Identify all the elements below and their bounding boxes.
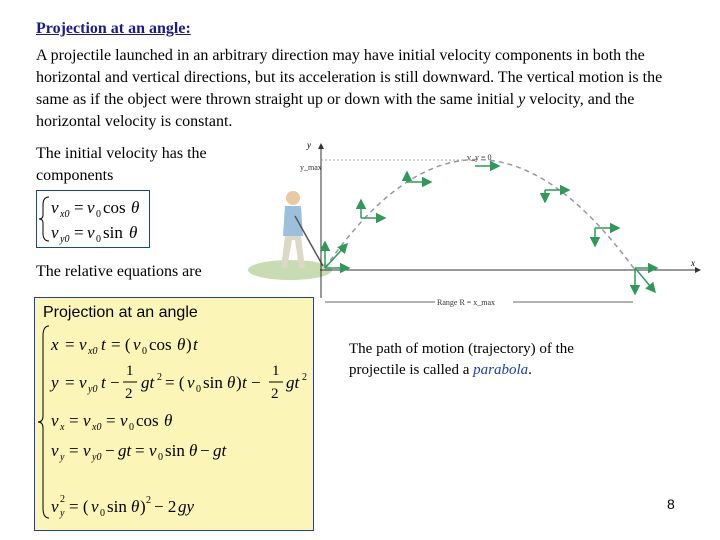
- x-axis-label: x: [691, 258, 695, 268]
- svg-text:t: t: [101, 335, 106, 354]
- svg-text:x0: x0: [60, 209, 70, 220]
- svg-text:θ: θ: [129, 223, 138, 242]
- svg-text:2: 2: [146, 495, 151, 506]
- svg-text:sin: sin: [107, 497, 127, 516]
- svg-text:): ): [236, 373, 242, 392]
- svg-text:y: y: [60, 508, 65, 519]
- slide-title: Projection at an angle:: [36, 20, 191, 37]
- svg-text:2: 2: [125, 386, 133, 402]
- svg-text:v: v: [51, 223, 59, 242]
- svg-text:x0: x0: [88, 346, 98, 357]
- svg-text:v: v: [87, 198, 95, 217]
- svg-text:2: 2: [302, 372, 307, 383]
- svg-text:t: t: [101, 373, 106, 392]
- svg-text:= (: = (: [69, 497, 89, 516]
- svg-text:v: v: [149, 441, 157, 460]
- svg-text:t: t: [242, 373, 247, 392]
- svg-text:x: x: [60, 422, 65, 433]
- trajectory-text-b: .: [528, 362, 532, 378]
- svg-text:v: v: [83, 441, 91, 460]
- svg-text:θ: θ: [164, 411, 173, 430]
- svg-text:cos: cos: [103, 198, 126, 217]
- svg-text:=: =: [106, 411, 116, 430]
- svg-text:v: v: [79, 335, 87, 354]
- svg-text:0: 0: [158, 452, 163, 463]
- svg-text:0: 0: [96, 234, 101, 245]
- svg-text:sin: sin: [165, 441, 185, 460]
- relative-label: The relative equations are: [36, 263, 202, 280]
- svg-text:v: v: [79, 373, 87, 392]
- projectile-figure: [245, 138, 705, 310]
- trajectory-path: [325, 159, 635, 270]
- ymax-label: y_max: [300, 163, 322, 172]
- vy-zero-label: v_y = 0: [467, 153, 492, 162]
- svg-text:v: v: [187, 373, 195, 392]
- svg-text:0: 0: [129, 422, 134, 433]
- svg-text:t: t: [193, 335, 198, 354]
- page-number: 8: [667, 496, 675, 512]
- svg-text:−: −: [110, 373, 120, 392]
- svg-text:θ: θ: [131, 497, 140, 516]
- svg-text:y0: y0: [92, 452, 102, 463]
- svg-text:2: 2: [271, 386, 279, 402]
- svg-text:v: v: [51, 411, 59, 430]
- svg-text:0: 0: [96, 209, 101, 220]
- svg-text:v: v: [51, 441, 59, 460]
- y-axis-label: y: [307, 140, 311, 150]
- svg-text:=: =: [69, 411, 79, 430]
- golfer-illustration: [248, 191, 332, 280]
- svg-text:−: −: [200, 441, 210, 460]
- svg-text:x: x: [51, 335, 59, 354]
- svg-text:gy: gy: [178, 497, 195, 516]
- svg-text:0: 0: [100, 508, 105, 519]
- intro-text-b: velocity, and the horizontal velocity is constant.: [36, 91, 635, 130]
- svg-text:y0: y0: [88, 384, 98, 395]
- svg-text:θ: θ: [131, 198, 140, 217]
- svg-text:2: 2: [157, 372, 162, 383]
- svg-text:− 2: − 2: [154, 497, 177, 516]
- svg-text:v: v: [87, 223, 95, 242]
- intro-text-a: A projectile launched in an arbitrary direction may have initial velocity components in both the horizontal and vertical directions, but its acceleration is still downward. The vertical motion is the same as if the object were thrown straight up or down with the same initial: [36, 47, 663, 108]
- svg-text:cos: cos: [149, 335, 172, 354]
- svg-text:y: y: [60, 452, 65, 463]
- svg-text:gt: gt: [118, 441, 132, 460]
- components-label: The initial velocity has the components: [36, 145, 207, 184]
- svg-text:=: =: [65, 373, 75, 392]
- svg-text:=: =: [74, 198, 84, 217]
- svg-text:= (: = (: [165, 373, 185, 392]
- svg-text:0: 0: [196, 384, 201, 395]
- svg-text:1: 1: [272, 363, 280, 379]
- parabola-term: parabola: [473, 362, 529, 378]
- svg-text:y0: y0: [60, 234, 70, 245]
- svg-text:0: 0: [142, 346, 147, 357]
- range-label: Range R = x_max: [437, 298, 496, 307]
- svg-text:=: =: [69, 441, 79, 460]
- svg-text:): ): [186, 335, 192, 354]
- svg-text:y: y: [51, 373, 59, 392]
- trajectory-paragraph: [349, 339, 609, 381]
- svg-text:gt: gt: [286, 373, 300, 392]
- svg-text:v: v: [133, 335, 141, 354]
- velocity-vectors: [325, 166, 657, 294]
- svg-text:=: =: [135, 441, 145, 460]
- components-equation-box: [36, 190, 150, 248]
- svg-text:1: 1: [126, 363, 134, 379]
- svg-text:x0: x0: [92, 422, 102, 433]
- equations-box: [34, 297, 314, 531]
- equations-box-header: Projection at an angle: [43, 304, 198, 321]
- svg-text:cos: cos: [136, 411, 159, 430]
- svg-text:sin: sin: [103, 223, 123, 242]
- svg-text:gt: gt: [213, 441, 227, 460]
- svg-text:v: v: [51, 497, 59, 516]
- svg-text:θ: θ: [177, 335, 186, 354]
- svg-text:−: −: [105, 441, 115, 460]
- kinematic-equations: [35, 298, 313, 530]
- svg-text:gt: gt: [141, 373, 155, 392]
- svg-text:=: =: [74, 223, 84, 242]
- svg-text:θ: θ: [227, 373, 236, 392]
- trajectory-text-a: The path of motion (trajectory) of the projectile is called a: [349, 341, 574, 378]
- svg-text:v: v: [51, 198, 59, 217]
- svg-text:sin: sin: [203, 373, 223, 392]
- svg-text:2: 2: [60, 494, 65, 505]
- svg-text:v: v: [120, 411, 128, 430]
- svg-text:v: v: [83, 411, 91, 430]
- svg-text:): ): [140, 497, 146, 516]
- intro-variable: y: [518, 91, 526, 108]
- svg-text:θ: θ: [189, 441, 198, 460]
- svg-text:−: −: [251, 373, 261, 392]
- svg-text:= (: = (: [111, 335, 131, 354]
- svg-text:v: v: [91, 497, 99, 516]
- intro-paragraph: [36, 45, 696, 133]
- components-equations: [37, 191, 149, 247]
- trajectory-diagram: [245, 138, 705, 310]
- svg-text:=: =: [65, 335, 75, 354]
